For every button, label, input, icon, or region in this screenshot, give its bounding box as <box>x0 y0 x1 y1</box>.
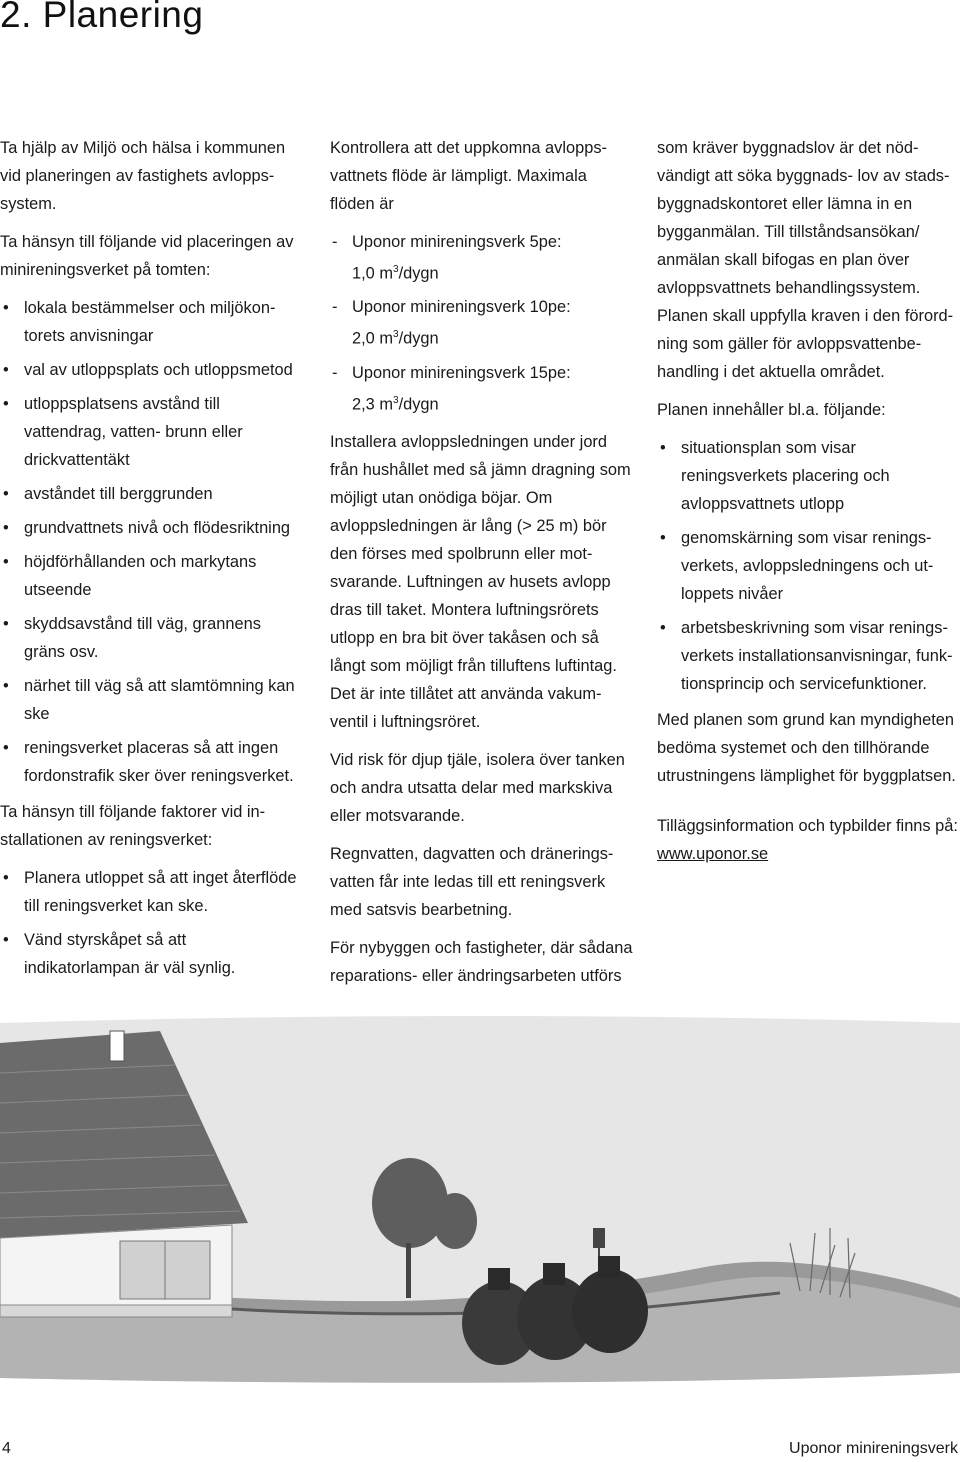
list-item: • Vänd styrskåpet så att indikatorlampan är väl synlig. <box>0 926 305 982</box>
page-title: 2. Planering <box>0 0 204 35</box>
list-item: • utloppsplatsens avstånd till vattendrag, vatten- brunn eller drickvattentäkt <box>0 390 305 474</box>
placement-list <box>0 294 305 790</box>
treatment-tanks-icon <box>462 1256 648 1365</box>
installation-lead: Ta hänsyn till följande faktorer vid in-stallationen av reningsverket: <box>0 803 266 849</box>
list-item: • genomskärning som visar renings-verkets, avloppsledningens och ut-loppets nivåer <box>657 524 960 608</box>
list-item: • höjdförhållanden och markytans utseende <box>0 548 305 604</box>
installation-list <box>0 864 305 982</box>
flow-list <box>330 228 635 418</box>
list-item: • skyddsavstånd till väg, grannens gräns osv. <box>0 610 305 666</box>
uponor-link[interactable]: www.uponor.se <box>657 845 769 863</box>
list-item: • närhet till väg så att slamtömning kan ske <box>0 672 305 728</box>
flow-sup: 3 <box>393 329 399 341</box>
flow-name: Uponor minireningsverk 15pe: <box>352 363 571 382</box>
permit-paragraph-cont: som kräver byggnadslov är det nöd-vändigt att söka byggnads- lov av stads-byggnadskontoret eller lämna in en bygganmälan. Till tillståndsansökan/ anmälan skall bifogas en plan över avloppsvattnets behandlingssystem. Planen skall uppfylla kraven i den förord-ning som gäller för avloppsvattenbe-handling i det aktuella området. <box>657 139 954 381</box>
flow-unit: /dygn <box>398 395 439 414</box>
more-info-paragraph <box>657 812 960 868</box>
list-item: • val av utloppsplats och utloppsmetod <box>0 356 305 384</box>
flow-item <box>330 293 635 352</box>
list-item: • Planera utloppet så att inget återflöde till reningsverket kan ske. <box>0 864 305 920</box>
flow-value: 1,0 m <box>352 264 393 283</box>
flow-unit: /dygn <box>398 264 439 283</box>
list-item: • grundvattnets nivå och flödesriktning <box>0 514 305 542</box>
flow-name: Uponor minireningsverk 5pe: <box>352 233 562 251</box>
list-item: • situationsplan som visar reningsverkets placering och avloppsvattnets utlopp <box>657 434 960 518</box>
plan-contents-lead: Planen innehåller bl.a. följande: <box>657 401 886 419</box>
list-item: • avståndet till berggrunden <box>0 480 305 508</box>
column-1 <box>0 134 305 990</box>
rainwater-paragraph: Regnvatten, dagvatten och dränerings-vatten får inte ledas till ett reningsverk med satsvis bearbetning. <box>330 845 614 920</box>
intro-paragraph: Ta hjälp av Miljö och hälsa i kommunen vid planeringen av fastighets avlopps-system. <box>0 139 286 213</box>
list-item: • arbetsbeskrivning som visar renings-verkets installationsanvisningar, funk-tionsprincip och servicefunktioner. <box>657 614 960 698</box>
column-2 <box>330 134 635 1000</box>
permit-paragraph-start: För nybyggen och fastigheter, där sådana reparations- eller ändringsarbeten utförs <box>330 939 633 986</box>
vent-pipe-icon <box>110 1031 124 1061</box>
flow-value: 2,0 m <box>352 329 393 348</box>
column-3 <box>657 134 960 878</box>
footer-title: Uponor minireningsverk <box>789 1440 958 1457</box>
list-item: • lokala bestämmelser och miljökon-torets anvisningar <box>0 294 305 350</box>
flow-unit: /dygn <box>398 329 439 348</box>
flow-value: 2,3 m <box>352 395 393 414</box>
installation-paragraph: Installera avloppsledningen under jord från hushållet med så jämn dragning som möjligt utan onödiga böjar. Om avloppsledningen är lång (> 25 m) bör den förses med spolbrunn eller mot-svarande. Luftningen av husets avlopp dras till taket. Montera luftningsrörets utlopp en bra bit över takåsen och så långt som möjligt från tilluftens luftintag. Det är inte tillåtet att använda vakum-ventil i luftningsröret. <box>330 433 631 732</box>
flow-item <box>330 228 635 287</box>
control-cabinet-icon <box>593 1228 605 1248</box>
flow-intro: Kontrollera att det uppkomna avlopps-vattnets flöde är lämpligt. Maximala flöden är <box>330 139 607 213</box>
authority-paragraph: Med planen som grund kan myndigheten bedöma systemet och den tillhörande utrustningens lämplighet för byggplatsen. <box>657 711 956 785</box>
installation-illustration <box>0 1013 960 1395</box>
more-info-text: Tilläggsinformation och typbilder finns på: <box>657 817 958 835</box>
flow-sup: 3 <box>393 394 399 406</box>
page-number: 4 <box>2 1440 11 1457</box>
placement-lead: Ta hänsyn till följande vid placeringen av minireningsverket på tomten: <box>0 233 294 279</box>
list-item: • reningsverket placeras så att ingen fordonstrafik sker över reningsverket. <box>0 734 305 790</box>
flow-sup: 3 <box>393 264 399 275</box>
flow-item <box>330 359 635 418</box>
plan-contents-list <box>657 434 960 698</box>
flow-name: Uponor minireningsverk 10pe: <box>352 298 571 317</box>
frost-paragraph: Vid risk för djup tjäle, isolera över tanken och andra utsatta delar med markskiva eller motsvarande. <box>330 751 625 826</box>
